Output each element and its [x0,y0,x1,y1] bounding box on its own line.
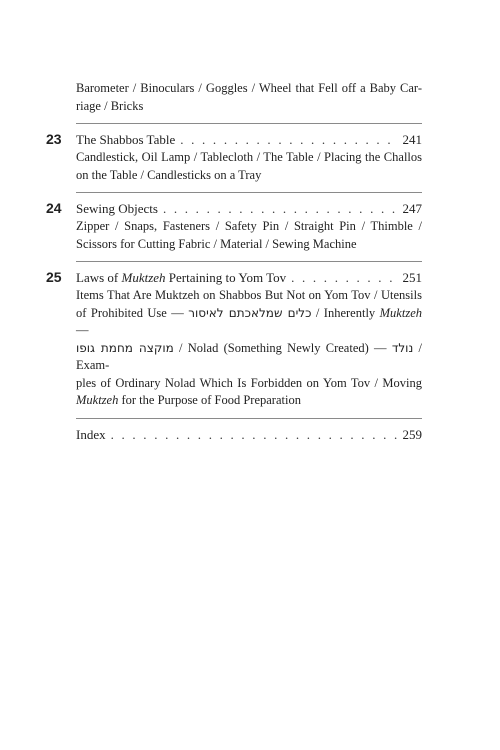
chapter-heading [76,268,422,287]
toc-subtopics [76,149,422,184]
chapter-heading [76,199,422,218]
chapter-number: 24 [46,200,62,216]
dot-leader [111,425,398,444]
subtopic-line: Candlestick, Oil Lamp / Tablecloth / The Table / Placing the Challos [76,150,422,164]
page-number: 241 [402,132,422,147]
divider [76,192,422,193]
text-run: of Prohibited Use — [76,305,189,320]
italic-term: Muktzeh [76,393,119,407]
toc-entry-23[interactable] [46,130,422,184]
subtopic-line: on the Table / Candlesticks on a Tray [76,167,262,182]
page-number: 247 [402,201,422,216]
chapter-number: 23 [46,131,62,147]
text-run: / Inherently [311,305,380,320]
hebrew-term: נולד [391,340,414,355]
subtopic-line: Barometer / Binoculars / Goggles / Wheel that Fell off a Baby Car- [76,81,422,95]
page-number: 259 [402,426,422,442]
toc-entry-index[interactable] [76,425,422,444]
toc-carryover [76,80,422,115]
divider [76,123,422,124]
dot-leader [180,130,397,149]
chapter-title: The Shabbos Table [76,132,176,147]
text-run: for the Purpose of Food Preparation [118,393,301,407]
subtopic-line: Zipper / Snaps, Fasteners / Safety Pin / Straight Pin / Thimble / [76,219,422,233]
index-title: Index [76,426,106,442]
divider [76,261,422,262]
dot-leader [291,268,397,287]
subtopic-line [76,340,422,375]
hebrew-term: מוקצה מחמת גופו [76,340,174,355]
subtopic-line: Scissors for Cutting Fabric / Material / Sewing Machine [76,236,357,251]
text-run: / Exam- [76,340,422,372]
divider [76,418,422,419]
chapter-number: 25 [46,269,62,285]
subtopic-line: ples of Ordinary Nolad Which Is Forbidden on Yom Tov / Moving [76,375,422,390]
subtopic-line: Items That Are Muktzeh on Shabbos But Not on Yom Tov / Utensils [76,288,422,302]
hebrew-term: כלים שמלאכתם לאיסור [188,305,312,320]
chapter-heading [76,130,422,149]
subtopic-line [76,392,422,410]
table-of-contents [46,80,422,444]
text-run: — [76,323,89,337]
page-number: 251 [402,270,422,285]
toc-subtopics [76,80,422,115]
chapter-title: Sewing Objects [76,201,158,216]
dot-leader [163,199,398,218]
text-run: / Nolad (Something Newly Created) — [173,340,392,355]
chapter-title [76,268,286,287]
chapter-title-part: Pertaining to Yom Tov [165,270,287,285]
index-heading [76,425,422,444]
toc-subtopics [76,218,422,253]
italic-term: Muktzeh [379,305,422,320]
toc-entry-25[interactable] [46,268,422,410]
toc-entry-24[interactable] [46,199,422,253]
chapter-title-italic: Muktzeh [121,270,166,285]
chapter-title-part: Laws of [76,270,122,285]
toc-subtopics [76,287,422,410]
subtopic-line [76,305,422,340]
subtopic-line: riage / Bricks [76,98,144,113]
